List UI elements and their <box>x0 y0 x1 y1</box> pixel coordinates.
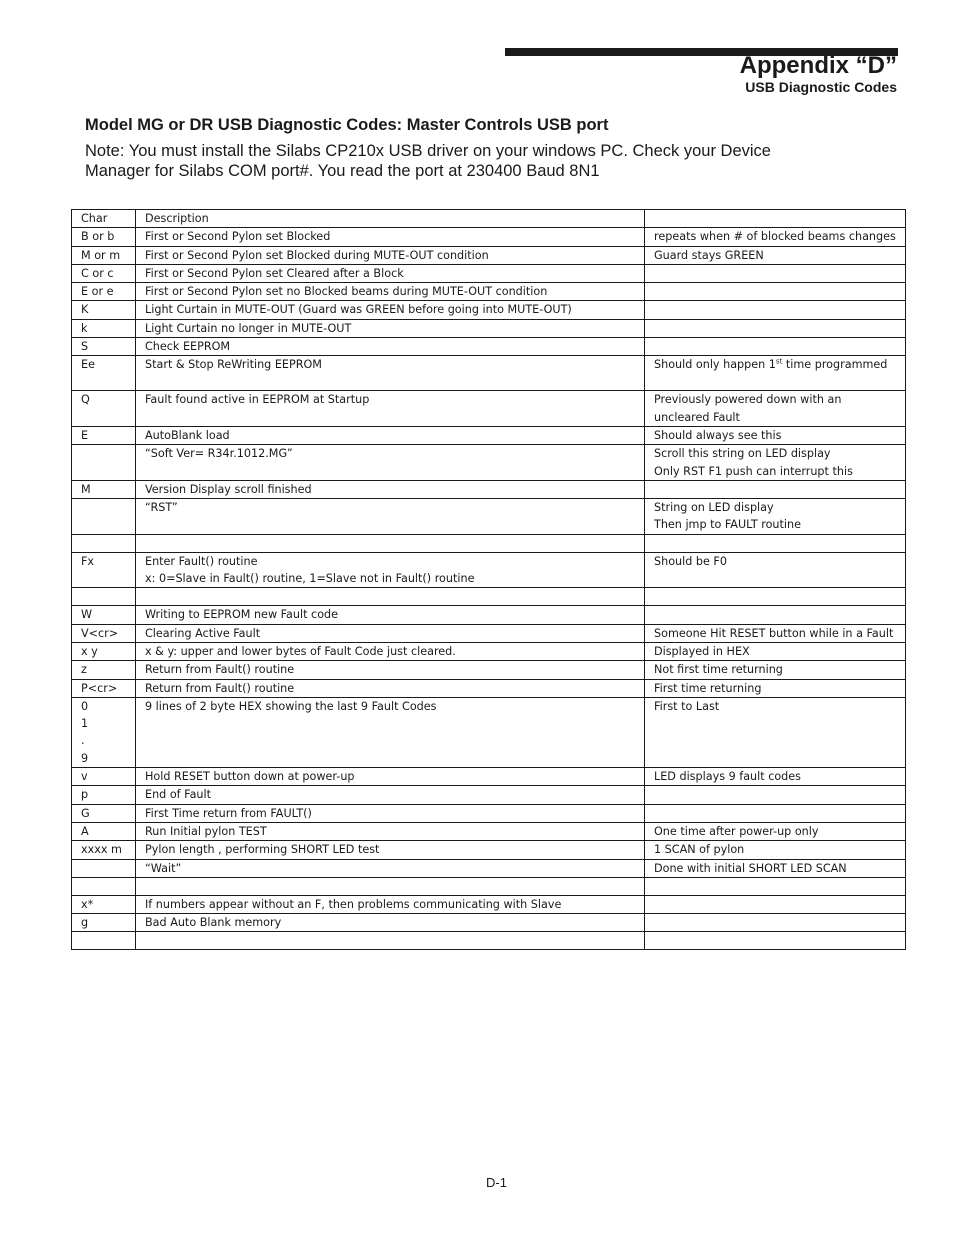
cell-text: “RST” <box>145 501 178 515</box>
note-line: Note: You must install the Silabs CP210x USB driver on your windows PC. Check your Device <box>85 142 771 160</box>
cell-line <box>654 860 905 877</box>
cell-line <box>145 896 644 913</box>
char-cell <box>72 642 136 660</box>
cell-text: “Wait” <box>145 861 182 875</box>
table-row <box>72 534 906 552</box>
table-row <box>72 661 906 679</box>
cell-text: End of Fault <box>145 788 212 802</box>
page-number: D-1 <box>486 1175 507 1190</box>
cell-text: . <box>81 734 85 748</box>
cell-text: 9 lines of 2 byte HEX showing the last 9 Fault Codes <box>145 699 437 713</box>
cell-line <box>145 427 644 444</box>
note-line: Manager for Silabs COM port#. You read the port at 230400 Baud 8N1 <box>85 162 600 180</box>
cell-text-tail: time programmed <box>782 358 888 372</box>
notes-cell <box>645 679 906 697</box>
description-cell <box>136 499 645 535</box>
char-cell <box>72 859 136 877</box>
cell-line <box>81 228 135 245</box>
cell-text: V<cr> <box>81 626 119 640</box>
cell-text: Enter Fault() routine <box>145 554 258 568</box>
description-cell <box>136 264 645 282</box>
table-row <box>72 822 906 840</box>
cell-line <box>145 247 644 264</box>
cell-text: p <box>81 788 89 802</box>
description-cell <box>136 391 645 427</box>
char-cell <box>72 624 136 642</box>
cell-line <box>654 643 905 660</box>
table-row <box>72 391 906 427</box>
cell-line <box>145 553 644 570</box>
cell-line <box>81 680 135 697</box>
cell-text: Q <box>81 393 90 407</box>
cell-line <box>145 698 644 715</box>
cell-text: Fx <box>81 554 95 568</box>
cell-line <box>145 481 644 498</box>
cell-text: S <box>81 340 89 354</box>
notes-cell <box>645 661 906 679</box>
cell-line <box>81 356 135 373</box>
char-cell <box>72 679 136 697</box>
cell-text: g <box>81 916 89 930</box>
char-cell <box>72 822 136 840</box>
header-char: Char <box>72 210 136 228</box>
cell-line <box>81 283 135 300</box>
cell-text: repeats when # of blocked beams changes <box>654 230 896 244</box>
char-cell <box>72 499 136 535</box>
cell-line <box>145 805 644 822</box>
cell-text: 1 <box>81 717 89 731</box>
notes-cell <box>645 822 906 840</box>
description-cell <box>136 822 645 840</box>
description-cell <box>136 338 645 356</box>
char-cell <box>72 895 136 913</box>
cell-line <box>654 680 905 697</box>
cell-text: First Time return from FAULT() <box>145 806 312 820</box>
cell-line <box>81 481 135 498</box>
cell-line <box>654 463 905 480</box>
cell-line <box>81 750 135 767</box>
char-cell <box>72 391 136 427</box>
cell-text: Should only happen 1 <box>654 358 776 372</box>
cell-line <box>654 427 905 444</box>
description-cell <box>136 679 645 697</box>
notes-cell <box>645 588 906 606</box>
cell-text: Only RST F1 push can interrupt this <box>654 464 853 478</box>
cell-text: P<cr> <box>81 681 118 695</box>
cell-text: AutoBlank load <box>145 428 230 442</box>
char-cell <box>72 480 136 498</box>
cell-line <box>145 283 644 300</box>
cell-text: Displayed in HEX <box>654 644 750 658</box>
notes-cell <box>645 264 906 282</box>
cell-text: Guard stays GREEN <box>654 248 764 262</box>
cell-text: Bad Auto Blank memory <box>145 916 282 930</box>
cell-line <box>654 553 905 570</box>
notes-cell <box>645 445 906 481</box>
table-row <box>72 319 906 337</box>
appendix-title: Appendix “D” <box>739 52 897 79</box>
cell-text: Version Display scroll finished <box>145 482 312 496</box>
table-row <box>72 228 906 246</box>
cell-text: x y <box>81 644 98 658</box>
notes-cell <box>645 319 906 337</box>
cell-text: Should always see this <box>654 428 782 442</box>
cell-text: x: 0=Slave in Fault() routine, 1=Slave not in Fault() routine <box>145 572 475 586</box>
description-cell <box>136 895 645 913</box>
cell-text: v <box>81 770 88 784</box>
cell-line <box>81 643 135 660</box>
cell-line <box>654 228 905 245</box>
notes-cell <box>645 841 906 859</box>
notes-cell <box>645 480 906 498</box>
notes-cell <box>645 301 906 319</box>
cell-line <box>81 247 135 264</box>
table-row <box>72 679 906 697</box>
table-row <box>72 283 906 301</box>
cell-line <box>81 625 135 642</box>
description-cell <box>136 932 645 950</box>
cell-text: Then jmp to FAULT routine <box>654 518 801 532</box>
cell-line <box>145 823 644 840</box>
description-cell <box>136 283 645 301</box>
cell-text: W <box>81 608 93 622</box>
cell-line <box>145 570 644 587</box>
cell-line <box>145 356 644 373</box>
notes-cell <box>645 895 906 913</box>
char-cell <box>72 338 136 356</box>
cell-line <box>145 661 644 678</box>
notes-cell <box>645 624 906 642</box>
notes-cell <box>645 246 906 264</box>
cell-line <box>145 860 644 877</box>
cell-text: “Soft Ver= R34r.1012.MG” <box>145 447 293 461</box>
cell-text: Not first time returning <box>654 663 783 677</box>
cell-line <box>81 320 135 337</box>
cell-line <box>145 606 644 623</box>
notes-cell <box>645 859 906 877</box>
table-row <box>72 246 906 264</box>
notes-cell <box>645 356 906 391</box>
char-cell <box>72 786 136 804</box>
char-cell <box>72 319 136 337</box>
char-cell <box>72 804 136 822</box>
description-cell <box>136 445 645 481</box>
table-row <box>72 264 906 282</box>
cell-text: uncleared Fault <box>654 410 740 424</box>
cell-line <box>654 516 905 533</box>
description-cell <box>136 877 645 895</box>
cell-text: x* <box>81 897 94 911</box>
cell-line <box>81 768 135 785</box>
cell-text: Pylon length , performing SHORT LED test <box>145 843 380 857</box>
cell-text: One time after power-up only <box>654 824 819 838</box>
char-cell <box>72 914 136 932</box>
cell-text: E or e <box>81 285 114 299</box>
table-row <box>72 914 906 932</box>
cell-text: G <box>81 806 90 820</box>
cell-line <box>654 409 905 426</box>
char-cell <box>72 841 136 859</box>
table-row <box>72 786 906 804</box>
table-row <box>72 338 906 356</box>
cell-text: Start & Stop ReWriting EEPROM <box>145 358 322 372</box>
table-row <box>72 642 906 660</box>
cell-text: M <box>81 482 91 496</box>
cell-text: C or c <box>81 266 114 280</box>
notes-cell <box>645 228 906 246</box>
notes-cell <box>645 914 906 932</box>
cell-line <box>654 247 905 264</box>
description-cell <box>136 914 645 932</box>
cell-line <box>654 661 905 678</box>
char-cell <box>72 588 136 606</box>
cell-text: Done with initial SHORT LED SCAN <box>654 861 847 875</box>
superscript: st <box>775 357 783 366</box>
notes-cell <box>645 391 906 427</box>
table-row <box>72 697 906 767</box>
char-cell <box>72 552 136 588</box>
description-cell <box>136 228 645 246</box>
cell-line <box>654 768 905 785</box>
cell-text: First to Last <box>654 699 720 713</box>
notes-cell <box>645 642 906 660</box>
description-cell <box>136 786 645 804</box>
description-cell <box>136 624 645 642</box>
cell-text: First time returning <box>654 681 762 695</box>
cell-line <box>81 715 135 732</box>
cell-line <box>145 643 644 660</box>
char-cell <box>72 426 136 444</box>
table-row <box>72 426 906 444</box>
table-row <box>72 588 906 606</box>
cell-line <box>81 805 135 822</box>
appendix-subtitle: USB Diagnostic Codes <box>745 79 897 95</box>
notes-cell <box>645 606 906 624</box>
description-cell <box>136 301 645 319</box>
description-cell <box>136 859 645 877</box>
char-cell <box>72 661 136 679</box>
description-cell <box>136 661 645 679</box>
cell-text: String on LED display <box>654 501 774 515</box>
description-cell <box>136 588 645 606</box>
char-cell <box>72 877 136 895</box>
cell-text: Check EEPROM <box>145 340 231 354</box>
table-row <box>72 932 906 950</box>
cell-text: First or Second Pylon set Cleared after a Block <box>145 266 404 280</box>
cell-line <box>145 914 644 931</box>
notes-cell <box>645 932 906 950</box>
cell-text: Scroll this string on LED display <box>654 447 831 461</box>
cell-text: M or m <box>81 248 121 262</box>
table-row <box>72 480 906 498</box>
cell-text: If numbers appear without an F, then problems communicating with Slave <box>145 897 562 911</box>
table-row <box>72 895 906 913</box>
cell-line <box>81 732 135 749</box>
description-cell <box>136 768 645 786</box>
cell-text: x & y: upper and lower bytes of Fault Code just cleared. <box>145 644 456 658</box>
description-cell <box>136 426 645 444</box>
cell-line <box>81 698 135 715</box>
cell-line <box>145 228 644 245</box>
table-row <box>72 445 906 481</box>
notes-cell <box>645 499 906 535</box>
cell-text: Someone Hit RESET button while in a Fault <box>654 626 894 640</box>
cell-line <box>145 265 644 282</box>
cell-line <box>145 680 644 697</box>
char-cell <box>72 228 136 246</box>
char-cell <box>72 697 136 767</box>
cell-text: Light Curtain in MUTE-OUT (Guard was GREEN before going into MUTE-OUT) <box>145 303 572 317</box>
cell-line <box>81 786 135 803</box>
cell-line <box>81 841 135 858</box>
cell-line <box>81 661 135 678</box>
cell-line <box>81 606 135 623</box>
cell-line <box>145 320 644 337</box>
char-cell <box>72 264 136 282</box>
cell-line <box>654 625 905 642</box>
cell-line <box>81 427 135 444</box>
cell-text: xxxx m <box>81 843 122 857</box>
cell-text: k <box>81 321 88 335</box>
table-row <box>72 841 906 859</box>
table-row <box>72 499 906 535</box>
cell-line <box>654 391 905 408</box>
notes-cell <box>645 804 906 822</box>
cell-text: First or Second Pylon set no Blocked beams during MUTE-OUT condition <box>145 285 548 299</box>
driver-note <box>85 141 845 181</box>
char-cell <box>72 246 136 264</box>
notes-cell <box>645 768 906 786</box>
table-row <box>72 606 906 624</box>
description-cell <box>136 480 645 498</box>
cell-line <box>81 265 135 282</box>
cell-line <box>145 841 644 858</box>
description-cell <box>136 606 645 624</box>
notes-cell <box>645 534 906 552</box>
cell-text: Return from Fault() routine <box>145 681 295 695</box>
cell-line <box>145 338 644 355</box>
char-cell <box>72 283 136 301</box>
cell-line <box>145 301 644 318</box>
description-cell <box>136 246 645 264</box>
cell-line <box>145 625 644 642</box>
notes-cell <box>645 697 906 767</box>
cell-text: 9 <box>81 751 89 765</box>
notes-cell <box>645 877 906 895</box>
char-cell <box>72 534 136 552</box>
cell-text: Fault found active in EEPROM at Startup <box>145 393 370 407</box>
description-cell <box>136 552 645 588</box>
cell-line <box>81 914 135 931</box>
cell-line <box>654 841 905 858</box>
cell-text: B or b <box>81 230 115 244</box>
cell-text: A <box>81 824 89 838</box>
cell-line <box>654 823 905 840</box>
table-row <box>72 877 906 895</box>
cell-text: z <box>81 663 87 677</box>
description-cell <box>136 319 645 337</box>
table-row <box>72 624 906 642</box>
table-row <box>72 804 906 822</box>
cell-line <box>145 445 644 462</box>
cell-text: 0 <box>81 699 89 713</box>
char-cell <box>72 768 136 786</box>
char-cell <box>72 301 136 319</box>
char-cell <box>72 606 136 624</box>
description-cell <box>136 841 645 859</box>
cell-text: Should be F0 <box>654 554 727 568</box>
cell-text: Ee <box>81 358 95 372</box>
cell-text: Hold RESET button down at power-up <box>145 770 355 784</box>
header-description: Description <box>136 210 645 228</box>
char-cell <box>72 445 136 481</box>
cell-line <box>81 823 135 840</box>
cell-text: Clearing Active Fault <box>145 626 261 640</box>
cell-text: Run Initial pylon TEST <box>145 824 267 838</box>
cell-line <box>654 698 905 715</box>
cell-line <box>81 338 135 355</box>
table-row <box>72 301 906 319</box>
description-cell <box>136 642 645 660</box>
table-row <box>72 768 906 786</box>
cell-line <box>145 768 644 785</box>
cell-line <box>145 391 644 408</box>
section-heading: Model MG or DR USB Diagnostic Codes: Master Controls USB port <box>85 116 609 134</box>
table-header-row <box>72 210 906 228</box>
cell-line <box>81 301 135 318</box>
diagnostic-codes-table <box>71 209 906 950</box>
cell-line <box>145 499 644 516</box>
table-row <box>72 552 906 588</box>
cell-text: Return from Fault() routine <box>145 663 295 677</box>
description-cell <box>136 534 645 552</box>
cell-text: Writing to EEPROM new Fault code <box>145 608 339 622</box>
cell-text: Previously powered down with an <box>654 393 842 407</box>
description-cell <box>136 804 645 822</box>
cell-line <box>81 391 135 408</box>
description-cell <box>136 356 645 391</box>
cell-text: 1 SCAN of pylon <box>654 843 745 857</box>
char-cell <box>72 356 136 391</box>
table-row <box>72 859 906 877</box>
table-row <box>72 356 906 391</box>
cell-line <box>654 445 905 462</box>
cell-text: Light Curtain no longer in MUTE-OUT <box>145 321 352 335</box>
cell-line <box>654 356 905 373</box>
cell-text: K <box>81 303 89 317</box>
description-cell <box>136 697 645 767</box>
cell-text: First or Second Pylon set Blocked during MUTE-OUT condition <box>145 248 489 262</box>
notes-cell <box>645 338 906 356</box>
cell-text: LED displays 9 fault codes <box>654 770 801 784</box>
notes-cell <box>645 786 906 804</box>
cell-line <box>654 499 905 516</box>
cell-text: First or Second Pylon set Blocked <box>145 230 331 244</box>
cell-line <box>145 786 644 803</box>
char-cell <box>72 932 136 950</box>
cell-line <box>81 896 135 913</box>
notes-cell <box>645 283 906 301</box>
notes-cell <box>645 552 906 588</box>
cell-line <box>81 553 135 570</box>
header-notes <box>645 210 906 228</box>
cell-text: E <box>81 428 89 442</box>
notes-cell <box>645 426 906 444</box>
